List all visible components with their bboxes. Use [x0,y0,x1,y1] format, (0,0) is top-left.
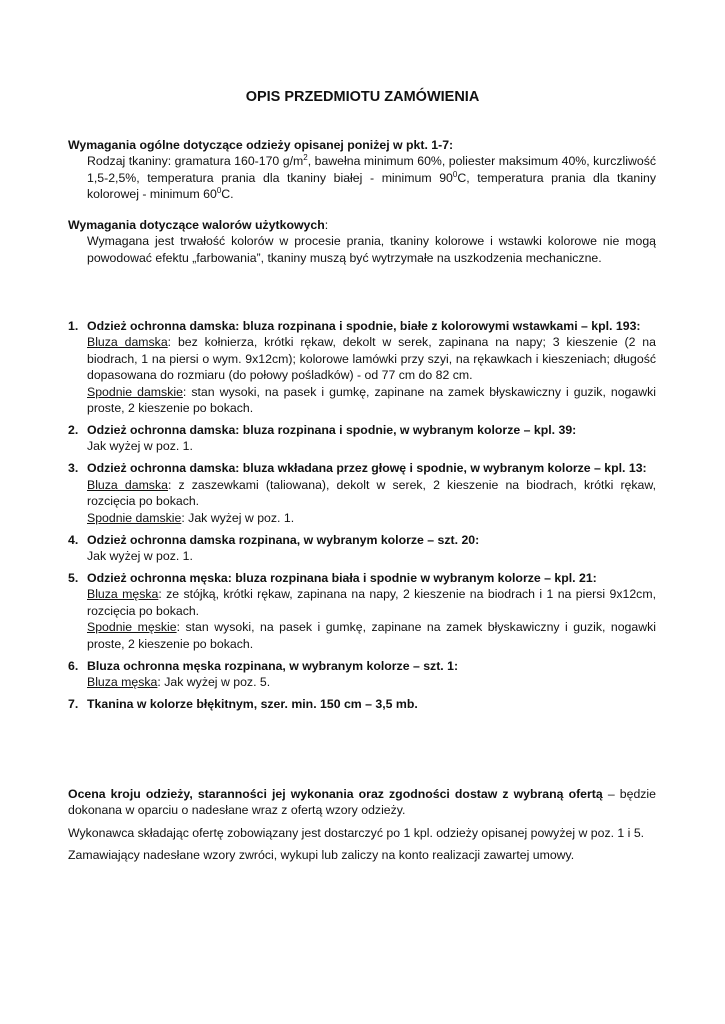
item-description: Jak wyżej w poz. 1. [87,439,193,454]
item-description: Bluza męska: Jak wyżej w poz. 5. [87,675,271,690]
page-title: OPIS PRZEDMIOTU ZAMÓWIENIA [245,89,480,105]
item-description: Spodnie męskie: stan wysoki, na pasek i gumkę, zapinane na zamek błyskawiczny i guzik, nogawki proste, 2 kieszenie po bokach. [87,620,656,651]
item-description: Bluza damska: z zaszewkami (taliowana), dekolt w serek, 2 kieszenie na biodrach, krótki rękaw, rozcięcia po bokach. [87,477,657,509]
item-description: Spodnie damskie: stan wysoki, na pasek i gumkę, zapinane na zamek błyskawiczny i guzik, nogawki proste, 2 kieszenie po bokach. [87,384,656,416]
item-title: Odzież ochronna damska rozpinana, w wybranym kolorze – szt. 20: [87,532,480,547]
usability-requirements-section [68,217,656,266]
item-title: Tkanina w kolorze błękitnym, szer. min. 150 cm – 3,5 mb. [87,697,418,712]
item-title: Odzież ochronna damska: bluza rozpinana i spodnie, w wybranym kolorze – kpl. 39: [87,423,577,438]
item-description: Bluza męska: ze stójką, krótki rękaw, zapinana na napy, 2 kieszenie na biodrach i 1 na piersi 9x12cm, rozcięcia po bokach. [87,587,656,618]
item-title: Odzież ochronna męska: bluza rozpinana biała i spodnie w wybranym kolorze – kpl. 21: [87,571,597,586]
items-list [68,318,656,718]
general-requirements-section [68,137,656,203]
general-requirements-text: Rodzaj tkaniny: gramatura 160-170 $g/m^2$, bawełna minimum 60%, poliester maksimum 40%, kurczliwość 1,5-2,5%, temperatura prania dla tkaniny białej - minimum $90^0C$, temperatura prania dla tkaniny kolorowej - minimum $60^0C$. [87,153,656,202]
list-item-5: 5. Odzież ochronna męska: bluza rozpinana biała i spodnie w wybranym kolorze – kpl. 21: Bluza męska: ze stójką, krótki rękaw, zapinana na napy, 2 kieszenie na biodrach i 1 na piersi 9x12cm, rozcięcia po bokach. Spodnie męskie: stan wysoki, na pasek i gumkę, zapinane na zamek błyskawiczny i guzik, nogawki proste, 2 kieszenie po bokach. [68,571,656,651]
evaluation-paragraph: Ocena kroju odzieży, staranności jej wykonania oraz zgodności dostaw z wybraną ofertą – będzie dokonana w oparciu o nadesłane wraz z ofertą wzory odzieży. [68,787,656,818]
list-item-6: 6. Bluza ochronna męska rozpinana, w wybranym kolorze – szt. 1: Bluza męska: Jak wyżej w poz. 5. [68,658,656,691]
item-description: Jak wyżej w poz. 1. [87,549,193,564]
list-item-4: 4. Odzież ochronna damska rozpinana, w wybranym kolorze – szt. 20: Jak wyżej w poz. 1. [68,532,656,565]
item-title: Bluza ochronna męska rozpinana, w wybranym kolorze – szt. 1: [87,658,459,673]
general-requirements-heading: Wymagania ogólne dotyczące odzieży opisanej poniżej w pkt. 1-7: [68,138,454,152]
usability-requirements-heading: Wymagania dotyczące walorów użytkowych: [68,218,329,232]
contractor-paragraph: Wykonawca składając ofertę zobowiązany jest dostarczyć po 1 kpl. odzieży opisanej powyżej w poz. 1 i 5. [68,825,645,840]
item-description: Spodnie damskie: Jak wyżej w poz. 1. [87,510,295,525]
usability-requirements-text: Wymagana jest trwałość kolorów w procesie prania, tkaniny kolorowe i wstawki kolorowe nie mogą powodować efektu „farbowania”, tkaniny muszą być wytrzymałe na uszkodzenia mechaniczne. [87,234,656,265]
item-title: Odzież ochronna damska: bluza rozpinana i spodnie, białe z kolorowymi wstawkami – kpl. 193: [87,319,641,333]
item-title: Odzież ochronna damska: bluza wkładana przez głowę i spodnie, w wybranym kolorze – kpl. 13: [87,461,647,476]
buyer-paragraph: Zamawiający nadesłane wzory zwróci, wykupi lub zaliczy na konto realizacji zawartej umowy. [68,848,575,863]
list-item-7: 7. Tkanina w kolorze błękitnym, szer. min. 150 cm – 3,5 mb. [68,697,418,712]
list-item-2: 2. Odzież ochronna damska: bluza rozpinana i spodnie, w wybranym kolorze – kpl. 39: Jak wyżej w poz. 1. [68,422,656,455]
list-item-3: 3. Odzież ochronna damska: bluza wkładana przez głowę i spodnie, w wybranym kolorze – kpl. 13: Bluza damska: z zaszewkami (taliowana), dekolt w serek, 2 kieszenie na biodrach, krótki rękaw, rozcięcia po bokach. Spodnie damskie: Jak wyżej w poz. 1. [68,461,657,525]
item-description: Bluza damska: bez kołnierza, krótki rękaw, dekolt w serek, zapinana na napy; 3 kieszenie (2 na biodrach, 1 na piersi o wym. 9x12cm); kolorowe lamówki przy szyi, na rękawkach i kieszeniach; długość dopasowana do rozmiaru (do połowy pośladków) - od 77 cm do 82 cm. [87,335,656,383]
footer-section [68,786,656,864]
list-item-1: 1. Odzież ochronna damska: bluza rozpinana i spodnie, białe z kolorowymi wstawkami – kpl. 193: Bluza damska: bez kołnierza, krótki rękaw, dekolt w serek, zapinana na napy; 3 kieszenie (2 na biodrach, 1 na piersi o wym. 9x12cm); kolorowe lamówki przy szyi, na rękawkach i kieszeniach; długość dopasowana do rozmiaru (do połowy pośladków) - od 77 cm do 82 cm. Spodnie damskie: stan wysoki, na pasek i gumkę, zapinane na zamek błyskawiczny i guzik, nogawki proste, 2 kieszenie po bokach. [68,319,656,416]
